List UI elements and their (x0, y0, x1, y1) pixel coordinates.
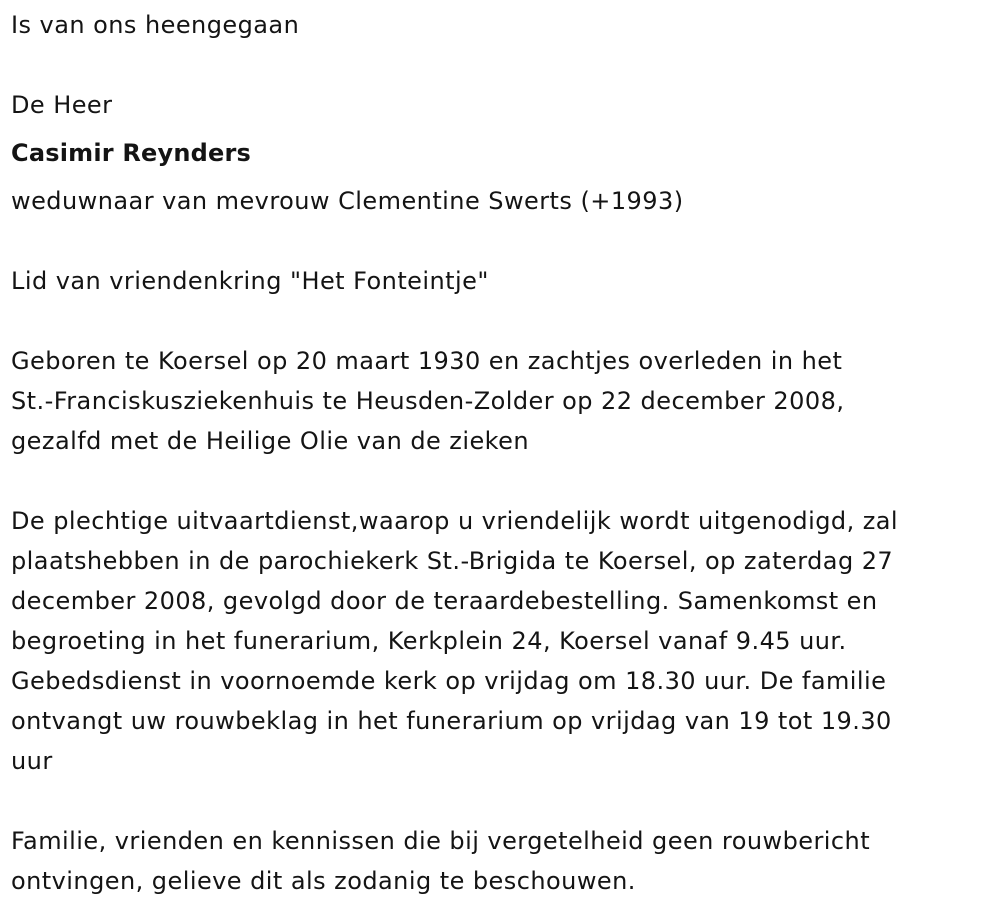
funeral-line: december 2008, gevolgd door de teraardebestelling. Samenkomst en (11, 587, 878, 615)
funeral-line: plaatshebben in de parochiekerk St.-Brigida te Koersel, op zaterdag 27 (11, 547, 894, 575)
funeral-line: begroeting in het funerarium, Kerkplein 24, Koersel vanaf 9.45 uur. (11, 627, 847, 655)
funeral-line: uur (11, 747, 53, 775)
spouse-line: weduwnaar van mevrouw Clementine Swerts (+1993) (11, 187, 684, 215)
closing-line: ontvingen, gelieve dit als zodanig te beschouwen. (11, 867, 636, 895)
funeral-line: ontvangt uw rouwbeklag in het funerarium op vrijdag van 19 tot 19.30 (11, 707, 892, 735)
birth-death-line: gezalfd met de Heilige Olie van de zieken (11, 427, 530, 455)
intro-line: Is van ons heengegaan (11, 11, 300, 39)
birth-death-line: St.-Franciskusziekenhuis te Heusden-Zolder op 22 december 2008, (11, 387, 845, 415)
deceased-name: Casimir Reynders (11, 139, 252, 167)
birth-death-line: Geboren te Koersel op 20 maart 1930 en zachtjes overleden in het (11, 347, 843, 375)
funeral-line: De plechtige uitvaartdienst,waarop u vriendelijk wordt uitgenodigd, zal (11, 507, 899, 535)
honorific: De Heer (11, 91, 113, 119)
funeral-line: Gebedsdienst in voornoemde kerk op vrijdag om 18.30 uur. De familie (11, 667, 887, 695)
membership-line: Lid van vriendenkring "Het Fonteintje" (11, 267, 489, 295)
closing-line: Familie, vrienden en kennissen die bij vergetelheid geen rouwbericht (11, 827, 871, 855)
